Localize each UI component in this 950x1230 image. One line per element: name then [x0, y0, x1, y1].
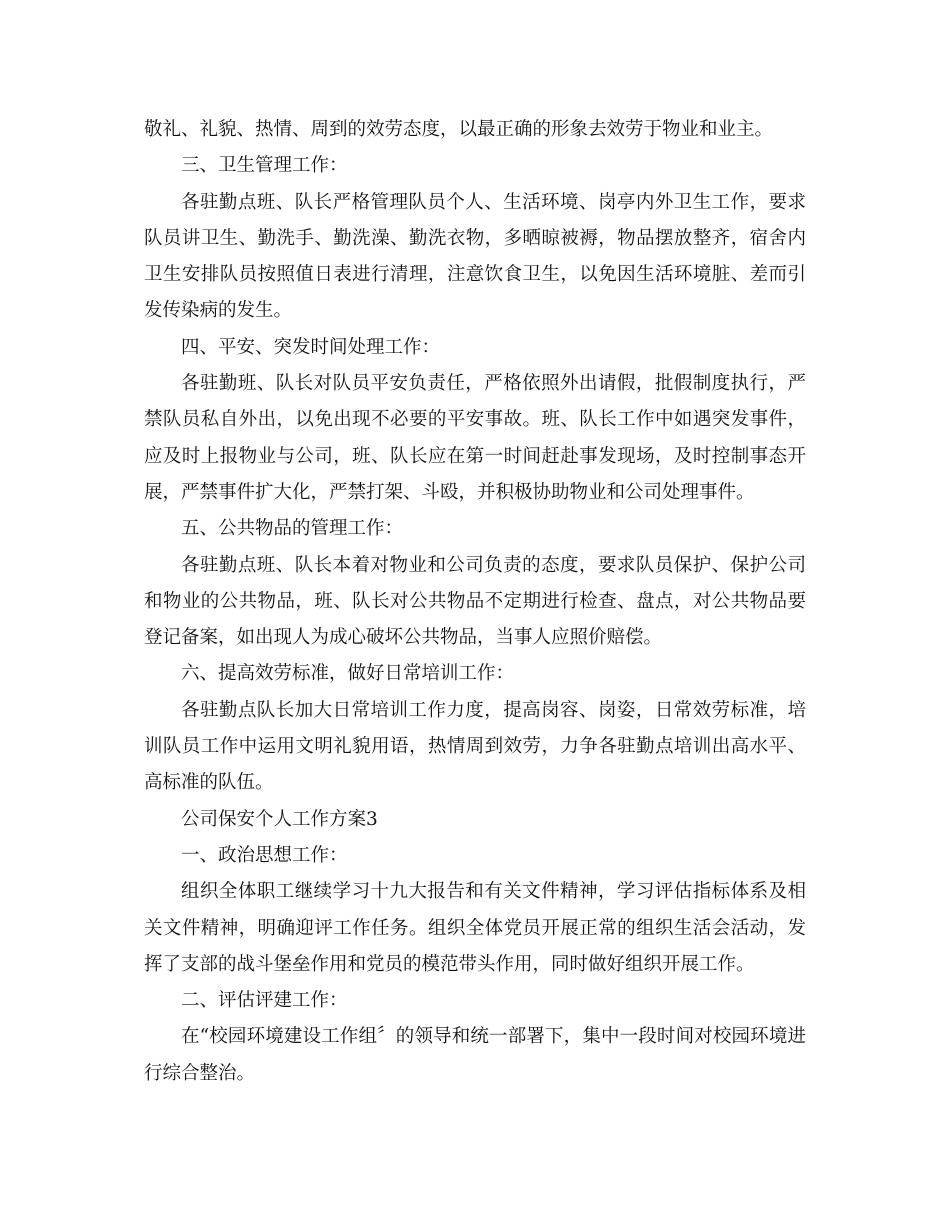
paragraph-sanitation: 各驻勤点班、队长严格管理队员个人、生活环境、岗亭内外卫生工作，要求队员讲卫生、勤洗手、勤洗澡、勤洗衣物，多晒晾被褥，物品摆放整齐，宿舍内卫生安排队员按照值日表进行清理，注意饮食卫生，以免因生活环境脏、差而引发传染病的发生。: [144, 191, 806, 322]
heading-sanitation: 三、卫生管理工作：: [181, 155, 348, 177]
paragraph-safety-emergency: 各驻勤班、队长对队员平安负责任，严格依照外出请假，批假制度执行，严禁队员私自外出，以免出现不必要的平安事故。班、队长工作中如遇突发事件，应及时上报物业与公司，班、队长应在第一时间赶赴事发现场，及时控制事态开展，严禁事件扩大化，严禁打架、斗殴，并积极协助物业和公司处理事件。: [144, 373, 806, 503]
heading-evaluation: 二、评估评建工作：: [181, 990, 348, 1012]
paragraph-evaluation: 在“校园环境建设工作组〞的领导和统一部署下，集中一段时间对校园环境进行综合整治。: [144, 1026, 806, 1084]
heading-safety-emergency: 四、平安、突发时间处理工作：: [181, 336, 441, 358]
paragraph-service-training: 各驻勤点队长加大日常培训工作力度，提高岗容、岗姿，日常效劳标准，培训队员工作中运用文明礼貌用语，热情周到效劳，力争各驻勤点培训出高水平、高标准的队伍。: [144, 699, 806, 794]
paragraph-political-work: 组织全体职工继续学习十九大报告和有关文件精神，学习评估指标体系及相关文件精神，明确迎评工作任务。组织全体党员开展正常的组织生活会活动，发挥了支部的战斗堡垒作用和党员的模范带头作用，同时做好组织开展工作。: [144, 881, 806, 975]
section-title-plan-3: 公司保安个人工作方案3: [181, 808, 378, 830]
heading-public-goods: 五、公共物品的管理工作：: [181, 518, 404, 540]
document-body: [144, 112, 806, 1092]
heading-service-training: 六、提高效劳标准，做好日常培训工作：: [181, 663, 515, 685]
paragraph-public-goods: 各驻勤点班、队长本着对物业和公司负责的态度，要求队员保护、保护公司和物业的公共物品，班、队长对公共物品不定期进行检查、盘点，对公共物品要登记备案，如出现人为成心破坏公共物品，当事人应照价赔偿。: [144, 554, 806, 649]
paragraph-service-attitude: 敬礼、礼貌、热情、周到的效劳态度，以最正确的形象去效劳于物业和业主。: [144, 119, 774, 140]
heading-political-work: 一、政治思想工作：: [181, 844, 348, 866]
